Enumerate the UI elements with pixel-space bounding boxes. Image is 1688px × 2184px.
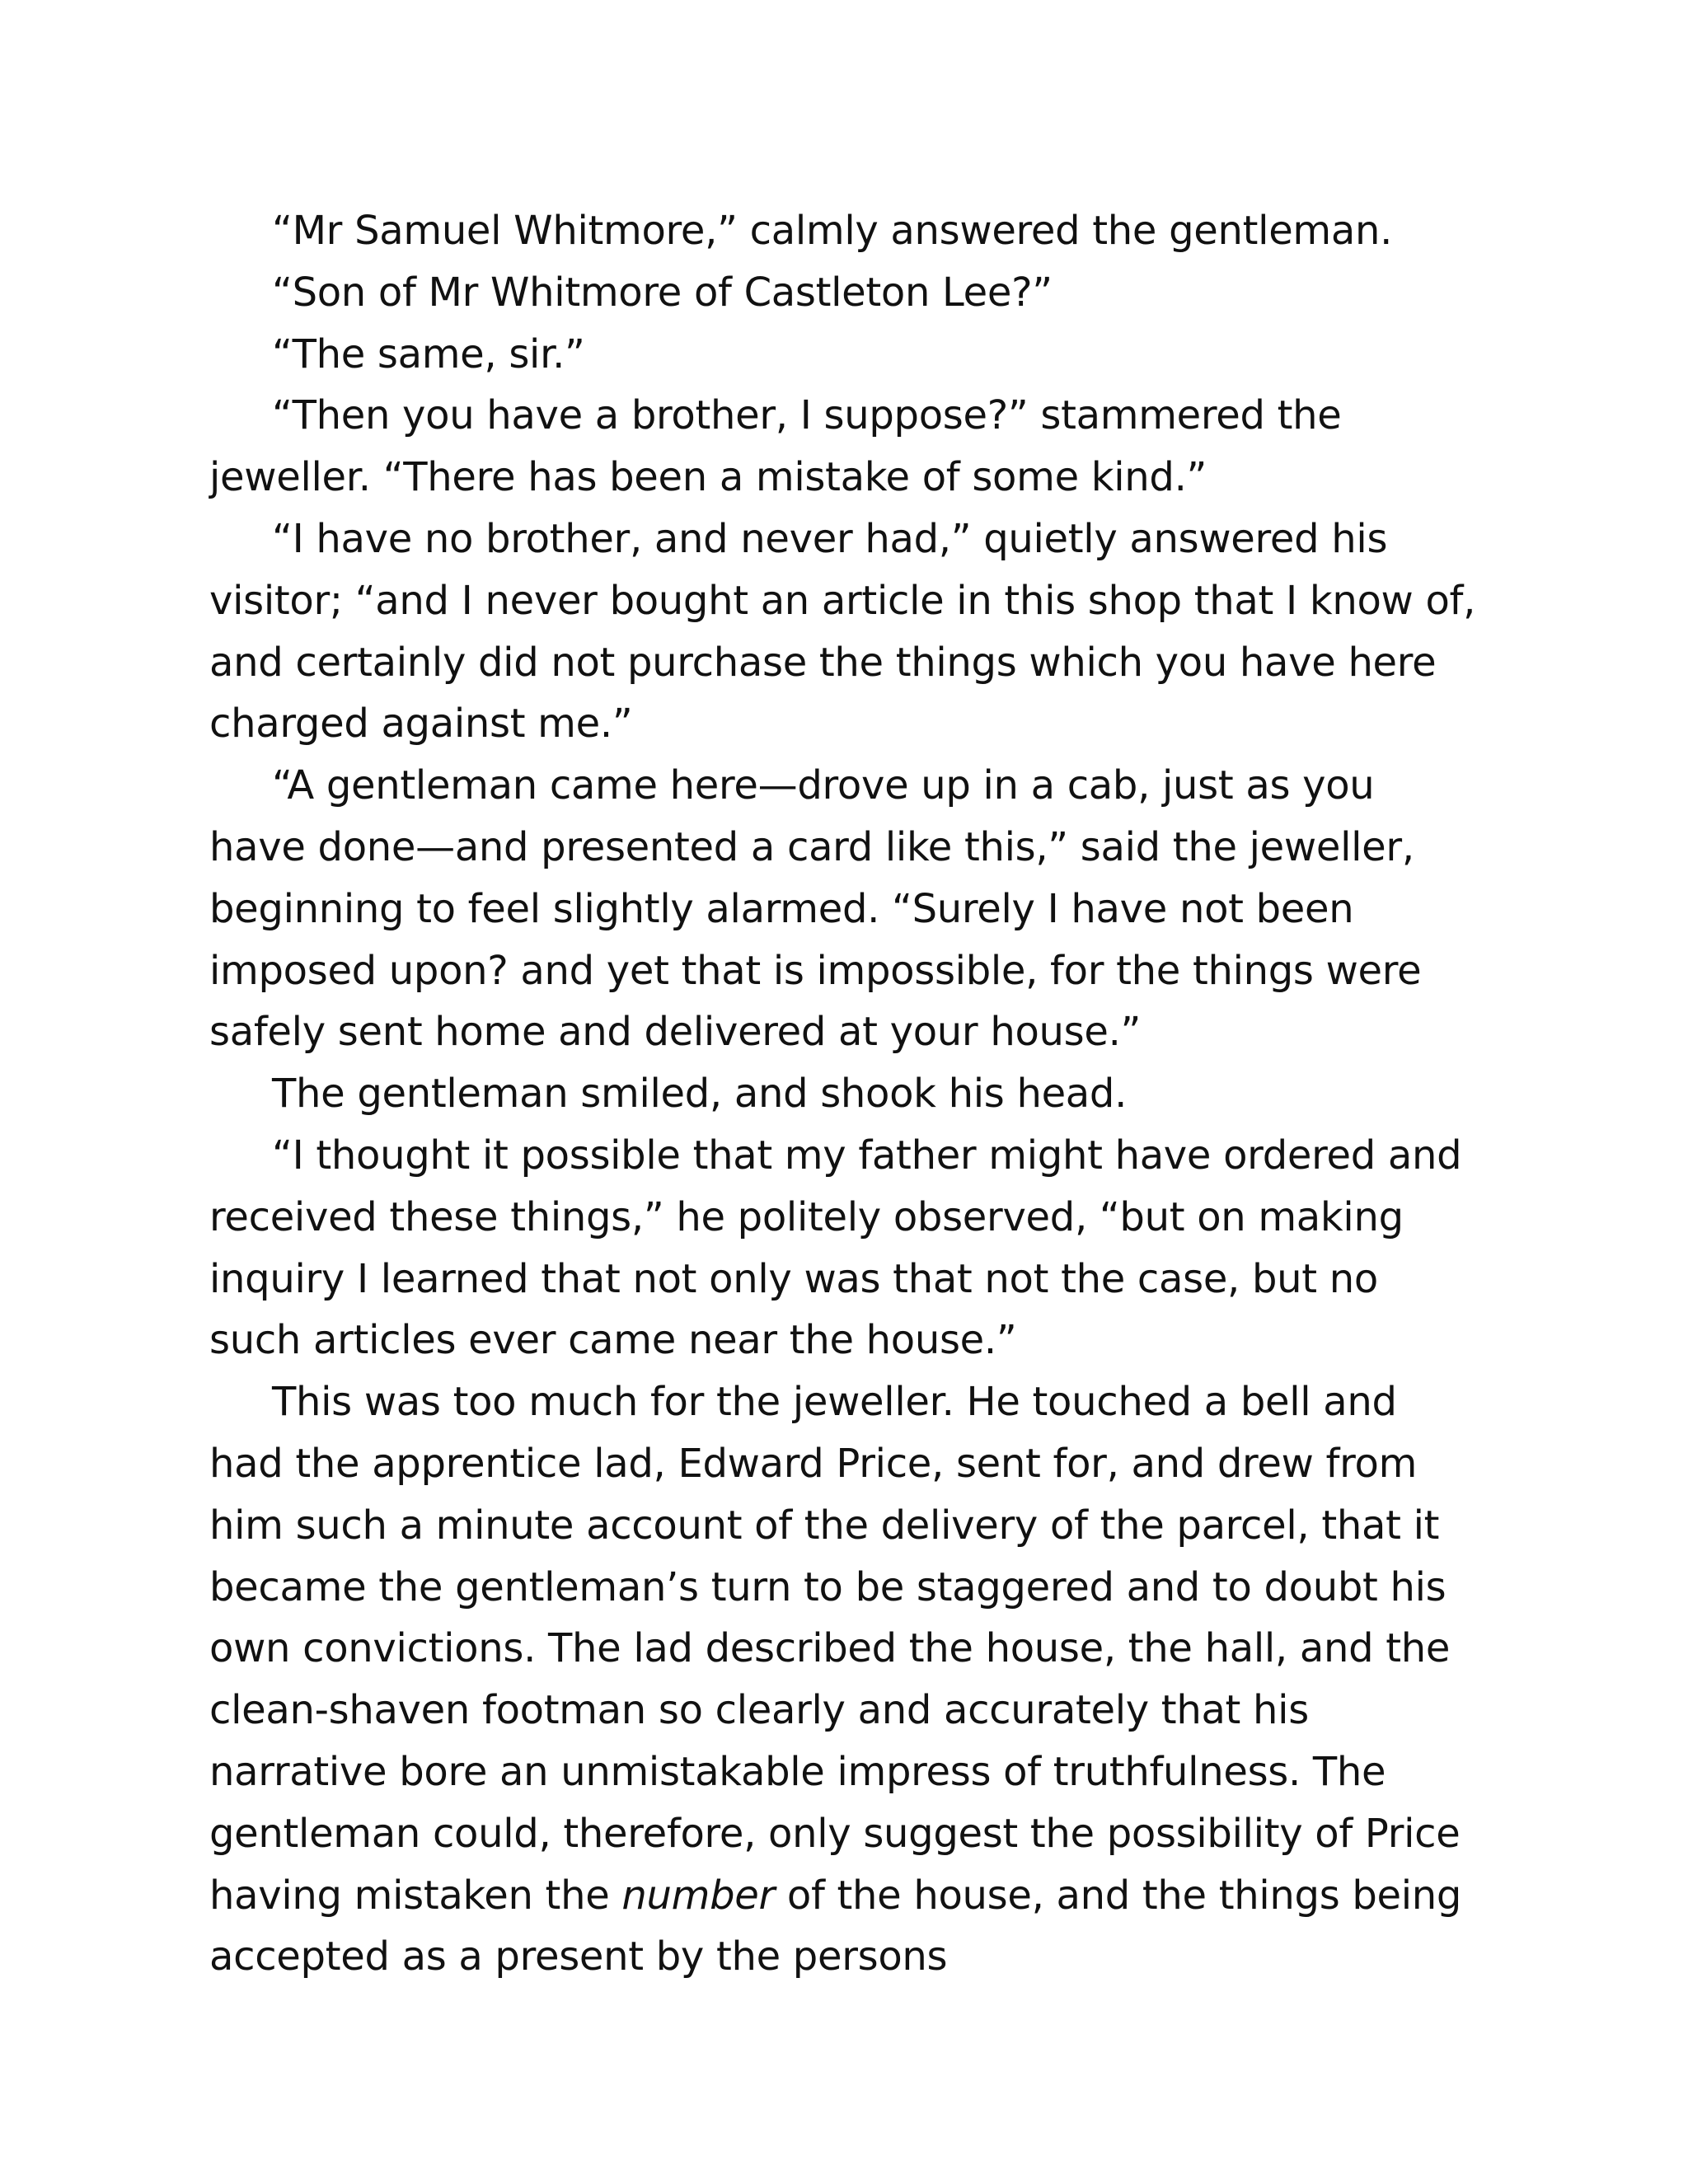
emphasized-word: number <box>621 1872 775 1919</box>
paragraph: “The same, sir.” <box>272 330 585 377</box>
paragraph-last <box>209 1371 1479 1988</box>
paragraph-text-after: of the house, and the things being accepted as a present by the persons <box>209 1872 1462 1980</box>
paragraph-text-before: This was too much for the jeweller. He touched a bell and had the apprentice lad, Edward Price, sent for, and drew from him such a minute account of the delivery of the parcel, that it became the gentleman’s turn to be staggered and to doubt his own convictions. The lad described the house, the hall, and the clean-shaven footman so clearly and accurately that his narrative bore an unmistakable impress of truthfulness. The gentleman could, therefore, only suggest the possibility of Price having mistaken the <box>209 1379 1461 1919</box>
paragraph: “I thought it possible that my father might have ordered and received these things,” he politely observed, “but on making inquiry I learned that not only was that not the case, but no such articles ever came near the house.” <box>209 1132 1462 1364</box>
paragraph: “Then you have a brother, I suppose?” stammered the jeweller. “There has been a mistake of some kind.” <box>209 392 1342 501</box>
paragraph: “A gentleman came here—drove up in a cab, just as you have done—and presented a card like this,” said the jeweller, beginning to feel slightly alarmed. “Surely I have not been imposed upon? and yet that is impossible, for the things were safely sent home and delivered at your house.” <box>209 762 1422 1056</box>
page-text <box>209 200 1479 1988</box>
paragraph: “Son of Mr Whitmore of Castleton Lee?” <box>272 269 1053 316</box>
paragraph: “I have no brother, and never had,” quietly answered his visitor; “and I never bought an article in this shop that I know of, and certainly did not purchase the things which you have here charged against me.” <box>209 515 1476 748</box>
paragraph: “Mr Samuel Whitmore,” calmly answered the gentleman. <box>272 208 1393 254</box>
paragraph: The gentleman smiled, and shook his head. <box>272 1071 1128 1118</box>
